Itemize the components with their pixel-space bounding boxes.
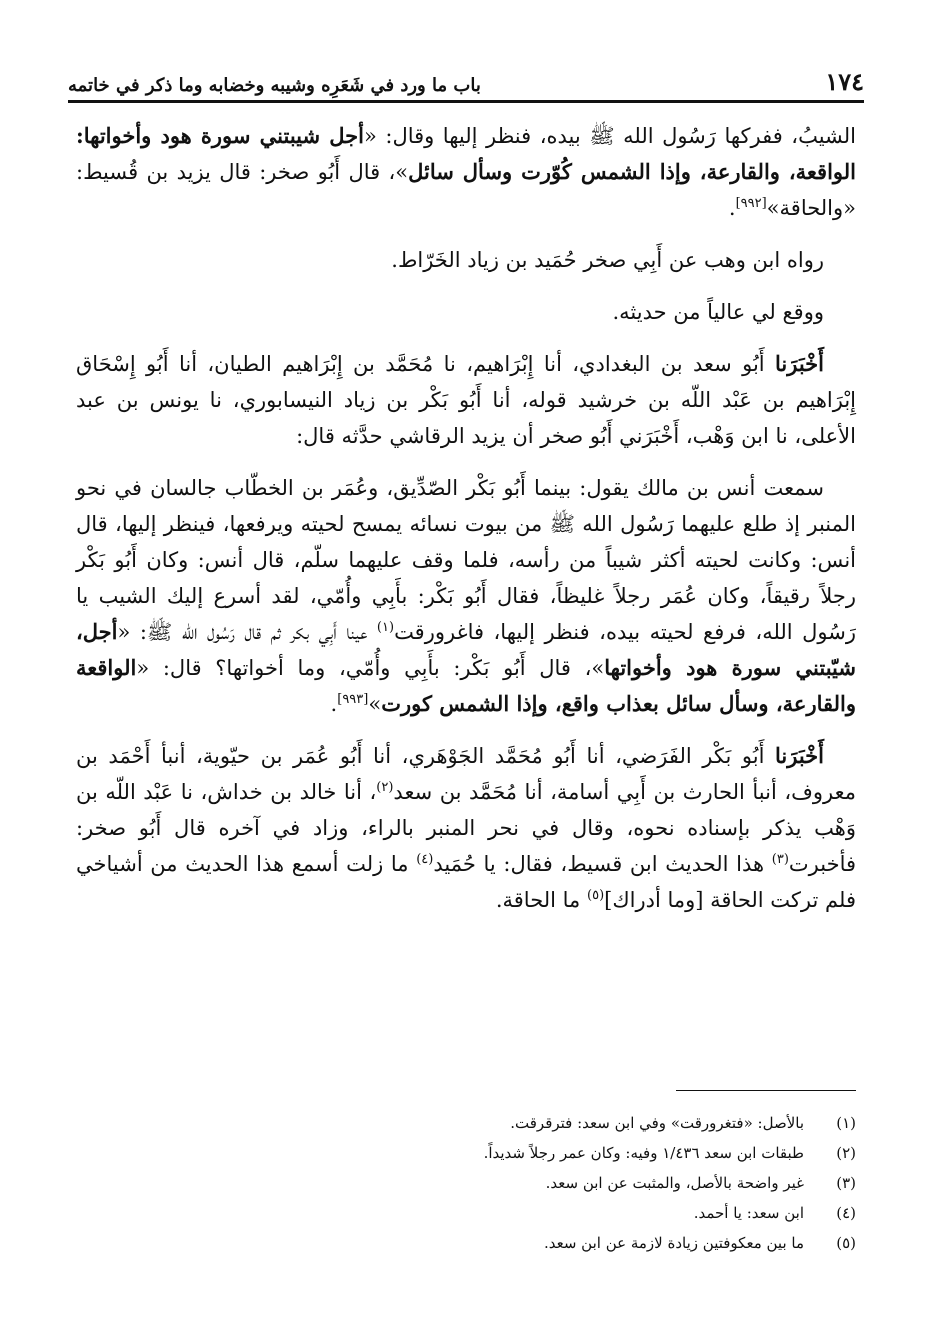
- footnote-text: طبقات ابن سعد ١/٤٣٦ وفيه: وكان عمر رجلاً شديداً.: [483, 1144, 804, 1162]
- footnote-item: [76, 1228, 856, 1258]
- text-segment: ، أنا خالد بن خداش، نا عَبْد اللّه بن وَهْب يذكر بإسناده نحوه، وقال في نحر المنبر بالراء، وزاد في آخره قال أَبُو صخر: فأخبرت: [76, 780, 857, 876]
- footnote-text: ابن سعد: يا أحمد.: [693, 1204, 804, 1222]
- text-segment: .: [728, 196, 736, 220]
- footnote-divider: [676, 1090, 856, 1091]
- running-title: باب ما ورد في شَعَرِه وشيبه وخضابه وما ذكر في خاتمه: [68, 75, 481, 96]
- footnote-number: (٣): [836, 1174, 856, 1192]
- footnote-number: (١): [836, 1114, 856, 1132]
- footnote-marker[interactable]: (١): [376, 620, 395, 635]
- paragraph-3: [76, 294, 856, 330]
- paragraph-2: [76, 242, 856, 278]
- paragraph-4: [76, 346, 856, 454]
- footnote-marker[interactable]: (٤): [416, 852, 434, 867]
- footnotes: [76, 1108, 856, 1258]
- quoted-hadith: الواقعة والقارعة، وسأل سائل بعذاب واقع، وإذا الشمس كورت: [76, 655, 856, 716]
- footnote-text: بالأصل: «فتغرورقت» وفي ابن سعد: فترقرقت.: [510, 1114, 804, 1132]
- footnote-item: [76, 1168, 856, 1198]
- footnote-marker[interactable]: (٣): [771, 852, 789, 867]
- hadith-ref-number: [٩٩٢]: [735, 196, 767, 211]
- text-segment: عينا أَبِي بكر ثم قال رَسُول الله ﷺ: «: [117, 620, 377, 644]
- text-segment: ووقع لي عالياً من حديثه.: [612, 300, 824, 324]
- paragraph-5: [76, 470, 856, 722]
- footnote-marker[interactable]: (٥): [587, 888, 605, 903]
- footnote-item: [76, 1138, 856, 1168]
- page-header: [68, 56, 864, 103]
- text-segment: رواه ابن وهب عن أَبِي صخر حُمَيد بن زياد الخَرّاط.: [391, 248, 824, 272]
- text-segment: ما زلت أسمع هذا الحديث من أشياخي فلم تركت الحاقة [وما أدراك]: [76, 852, 856, 912]
- quoted-hadith: أجل، شيّبتني سورة هود وأخواتها: [76, 619, 856, 680]
- footnote-number: (٥): [836, 1234, 856, 1252]
- text-segment: »: [368, 692, 382, 716]
- footnote-text: غير واضحة بالأصل، والمثبت عن ابن سعد.: [545, 1174, 804, 1192]
- text-segment: هذا الحديث ابن قسيط، فقال: يا حُمَيد: [433, 852, 772, 876]
- text-segment: .: [330, 692, 338, 716]
- text-segment: الشيبُ، ففركها رَسُول الله ﷺ بيده، فنظر إليها وقال: «: [364, 124, 856, 148]
- quoted-hadith: أجل شيبتني سورة هود وأخواتها: الواقعة، والقارعة، وإذا الشمس كُوّرت وسأل سائل: [76, 123, 856, 184]
- text-segment: »، قال أَبُو صخر: قال يزيد بن قُسيط: «والحاقة»: [76, 160, 856, 220]
- text-segment: أَبُو سعد بن البغدادي، أنا إِبْرَاهيم، نا مُحَمَّد بن إِبْرَاهيم الطيان، أنا أَبُو إِسْحَاق إِبْرَاهيم بن عَبْد اللّه بن خرشيد قوله، أنا أَبُو بَكْر بن زياد النيسابوري، نا يونس بن عبد الأعلى، نا ابن وَهْب، أَخْبَرَني أَبُو صخر أن يزيد الرقاشي حدَّثه قال:: [76, 352, 856, 448]
- footnote-item: [76, 1198, 856, 1228]
- text-segment: ما الحاقة.: [495, 888, 587, 912]
- akhbarana-heading: أَخْبَرَنا: [775, 743, 824, 768]
- hadith-ref-number: [٩٩٣]: [337, 692, 369, 707]
- akhbarana-heading: أَخْبَرَنا: [775, 351, 824, 376]
- paragraph-6: [76, 738, 856, 918]
- footnote-text: ما بين معكوفتين زيادة لازمة عن ابن سعد.: [543, 1234, 804, 1252]
- text-segment: سمعت أنس بن مالك يقول: بينما أَبُو بَكْر الصّدِّيق، وعُمَر بن الخطّاب جالسان في نحو المنبر إذ طلع عليهما رَسُول الله ﷺ من بيوت نسائه يمسح لحيته ويرفعها، فينظر إليها، قال أنس: وكانت لحيته أكثر شيباً من رأسه، فلما وقف عليهما سلّم، قال أنس: وكان أَبُو بَكْر رجلاً رقيقاً، وكان عُمَر رجلاً غليظاً، فقال أَبُو بَكْر: بأَبِي وأُمّي، لقد أسرع إليك الشيب يا رَسُول الله، فرفع لحيته بيده، فنظر إليها، فاغرورقت: [76, 476, 856, 644]
- text-segment: أَبُو بَكْر الفَرَضي، أنا أَبُو مُحَمَّد الجَوْهَري، أنا أَبُو عُمَر بن حيّوية، أنبأ أَحْمَد بن معروف، أنبأ الحارث بن أَبِي أسامة، أنا مُحَمَّد بن سعد: [76, 744, 856, 804]
- main-text: [76, 118, 856, 934]
- page-number: ١٧٤: [825, 67, 864, 96]
- footnote-number: (٤): [836, 1204, 856, 1222]
- footnote-marker[interactable]: (٢): [376, 780, 394, 795]
- paragraph-1: [76, 118, 856, 226]
- text-segment: »، قال أَبُو بَكْر: بأَبِي وأُمّي، وما أخواتها؟ قال: «: [136, 656, 605, 680]
- footnote-number: (٢): [836, 1144, 856, 1162]
- footnote-item: [76, 1108, 856, 1138]
